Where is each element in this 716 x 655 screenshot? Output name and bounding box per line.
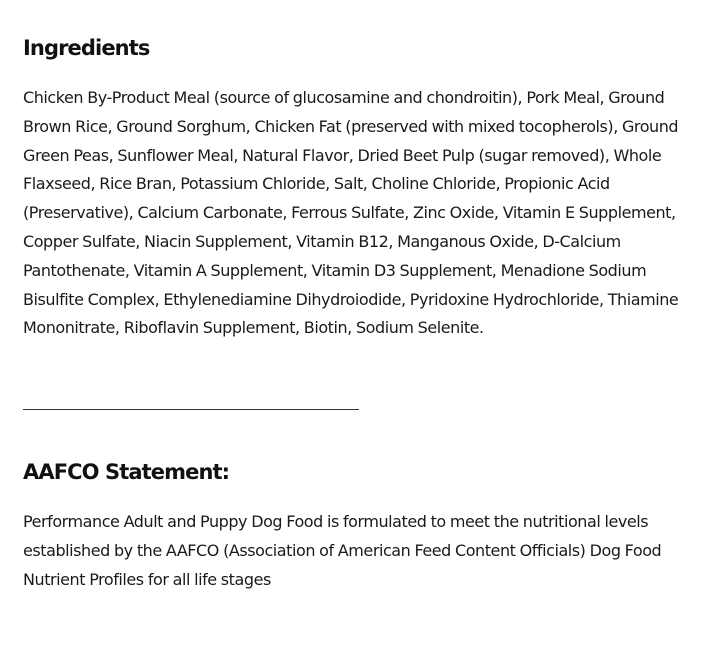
ingredients-heading: Ingredients <box>23 36 150 60</box>
product-details <box>23 30 703 595</box>
aafco-heading: AAFCO Statement: <box>23 460 230 485</box>
ingredients-list: Chicken By-Product Meal (source of glucosamine and chondroitin), Pork Meal, Ground Brown Rice, Ground Sorghum, Chicken Fat (preserved with mixed tocopherols), Ground Green Peas, Sunflower Meal, Natural Flavor, Dried Beet Pulp (sugar removed), Whole Flaxseed, Rice Bran, Potassium Chloride, Salt, Choline Chloride, Propionic Acid (Preservative), Calcium Carbonate, Ferrous Sulfate, Zinc Oxide, Vitamin E Supplement, Copper Sulfate, Niacin Supplement, Vitamin B12, Manganous Oxide, D-Calcium Pantothenate, Vitamin A Supplement, Vitamin D3 Supplement, Menadione Sodium Bisulfite Complex, Ethylenediamine Dihydroiodide, Pyridoxine Hydrochloride, Thiamine Mononitrate, Riboflavin Supplement, Biotin, Sodium Selenite. <box>23 88 679 338</box>
section-divider <box>23 409 359 410</box>
aafco-statement: Performance Adult and Puppy Dog Food is formulated to meet the nutritional levels established by the AAFCO (Association of American Feed Content Officials) Dog Food Nutrient Profiles for all life stages <box>23 512 662 589</box>
